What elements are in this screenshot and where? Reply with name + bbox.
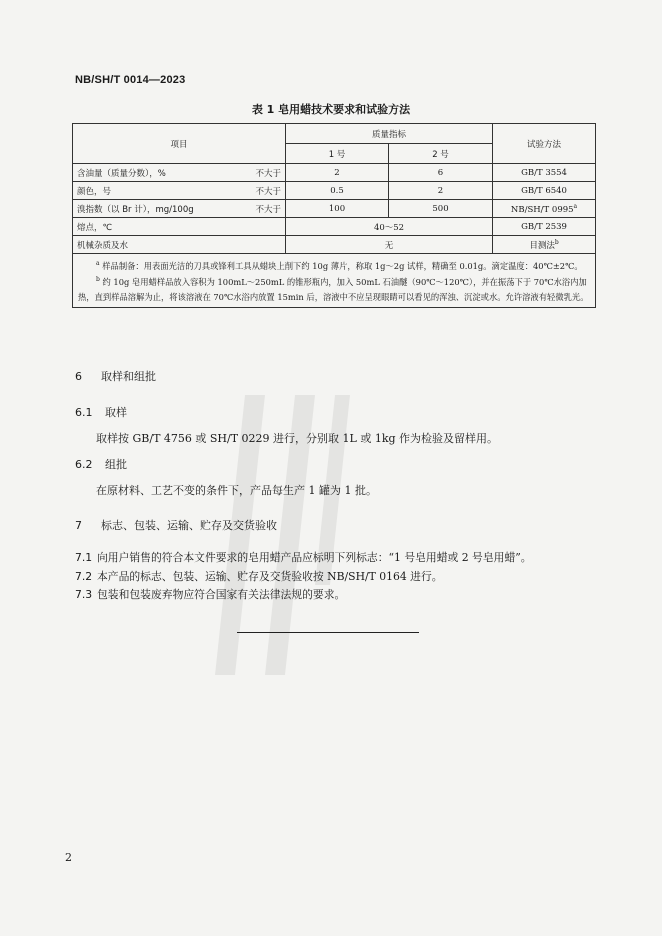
table-notes: [73, 254, 596, 308]
row-method: GB/T 3554: [493, 164, 596, 182]
table-row: [73, 164, 596, 182]
row-method-cell: [493, 236, 596, 254]
row-grade2: 500: [389, 200, 493, 218]
row-grade1: 0.5: [286, 182, 389, 200]
page-number: 2: [65, 851, 72, 864]
section-title: 取样: [105, 406, 127, 419]
row-name: 颜色，号: [77, 186, 112, 197]
row-limit: 不大于: [255, 204, 281, 215]
section-title: 取样和组批: [101, 370, 156, 383]
row-method: 目测法: [529, 240, 555, 251]
table-row: [73, 236, 596, 254]
section-7-1: [75, 550, 532, 565]
table-note: [78, 257, 590, 273]
section-number: 6.2: [75, 458, 93, 471]
section-7-heading: [75, 517, 277, 533]
section-body: 向用户销售的符合本文件要求的皂用蜡产品应标明下列标志：“1 号皂用蜡或 2 号皂用蜡”。: [97, 551, 532, 564]
section-number: 7: [75, 519, 82, 532]
row-name: 熔点，℃: [77, 222, 113, 233]
note-mark: b: [96, 276, 100, 284]
section-title: 标志、包装、运输、贮存及交货验收: [101, 519, 277, 532]
row-item-cell: [73, 182, 286, 200]
row-method: NB/SH/T 0995: [510, 204, 574, 215]
footnote-mark: a: [573, 202, 578, 210]
row-item-cell: [73, 236, 286, 254]
row-item-cell: [73, 200, 286, 218]
standard-code: NB/SH/T 0014—2023: [75, 74, 186, 86]
section-number: 6.1: [75, 406, 93, 419]
header-method: 试验方法: [493, 124, 596, 164]
row-grade2: 6: [389, 164, 493, 182]
row-item-cell: [73, 164, 286, 182]
section-7-2: [75, 569, 443, 584]
header-grade1: 1 号: [286, 144, 389, 164]
section-6-1-heading: [75, 404, 127, 420]
row-name: 含油量（质量分数），%: [77, 168, 166, 179]
row-method: GB/T 2539: [493, 218, 596, 236]
section-7-3: [75, 587, 345, 602]
row-method: GB/T 6540: [493, 182, 596, 200]
section-body: 包装和包装废弃物应符合国家有关法律法规的要求。: [97, 588, 346, 601]
row-grade1: 2: [286, 164, 389, 182]
spec-table: [72, 123, 596, 308]
note-text: 约 10g 皂用蜡样品放入容积为 100mL～250mL 的锥形瓶内，加入 50mL 石油醚（90℃～120℃），并在振荡下于 70℃水浴内加热，直到样品溶解为止，将该溶液在 70℃水浴内放置 15min 后，溶液中不应呈现眼睛可以看见的浑浊、沉淀或水。允许溶液有轻微乳光。: [78, 277, 589, 302]
header-quality: 质量指标: [286, 124, 493, 144]
row-limit: 不大于: [255, 186, 281, 197]
row-item-cell: [73, 218, 286, 236]
table-row: [73, 200, 596, 218]
section-number: 7.2: [75, 570, 93, 583]
section-body: 本产品的标志、包装、运输、贮存及交货验收按 NB/SH/T 0164 进行。: [97, 570, 443, 583]
section-number: 6: [75, 370, 82, 383]
row-merged-value: 无: [286, 236, 493, 254]
header-item: 项目: [73, 124, 286, 164]
section-6-2-heading: [75, 456, 127, 472]
section-number: 7.1: [75, 551, 93, 564]
row-name: 机械杂质及水: [77, 240, 129, 251]
section-number: 7.3: [75, 588, 93, 601]
note-mark: a: [96, 260, 100, 267]
row-grade2: 2: [389, 182, 493, 200]
table-row: [73, 218, 596, 236]
table-title: 表 1 皂用蜡技术要求和试验方法: [251, 103, 411, 116]
row-limit: 不大于: [255, 168, 281, 179]
footnote-mark: b: [554, 238, 559, 246]
table-note: [78, 273, 590, 304]
row-method-cell: [493, 200, 596, 218]
table-header-row: [73, 124, 596, 144]
section-6-heading: [75, 368, 156, 384]
header-grade2: 2 号: [389, 144, 493, 164]
section-6-1-body: 取样按 GB/T 4756 或 SH/T 0229 进行，分别取 1L 或 1kg 作为检验及留样用。: [96, 432, 499, 445]
table-row: [73, 182, 596, 200]
end-rule: [237, 632, 419, 633]
note-text: 样品制备：用表面光洁的刀具或锋利工具从蜡块上削下约 10g 薄片，称取 1g～2g 试样，精确至 0.01g。滴定温度：40℃±2℃。: [102, 260, 583, 271]
row-grade1: 100: [286, 200, 389, 218]
row-name: 溴指数（以 Br 计），mg/100g: [77, 204, 194, 215]
section-6-2-body: 在原材料、工艺不变的条件下，产品每生产 1 罐为 1 批。: [96, 484, 377, 497]
row-merged-value: 40～52: [286, 218, 493, 236]
table-notes-row: [73, 254, 596, 308]
section-title: 组批: [105, 458, 127, 471]
